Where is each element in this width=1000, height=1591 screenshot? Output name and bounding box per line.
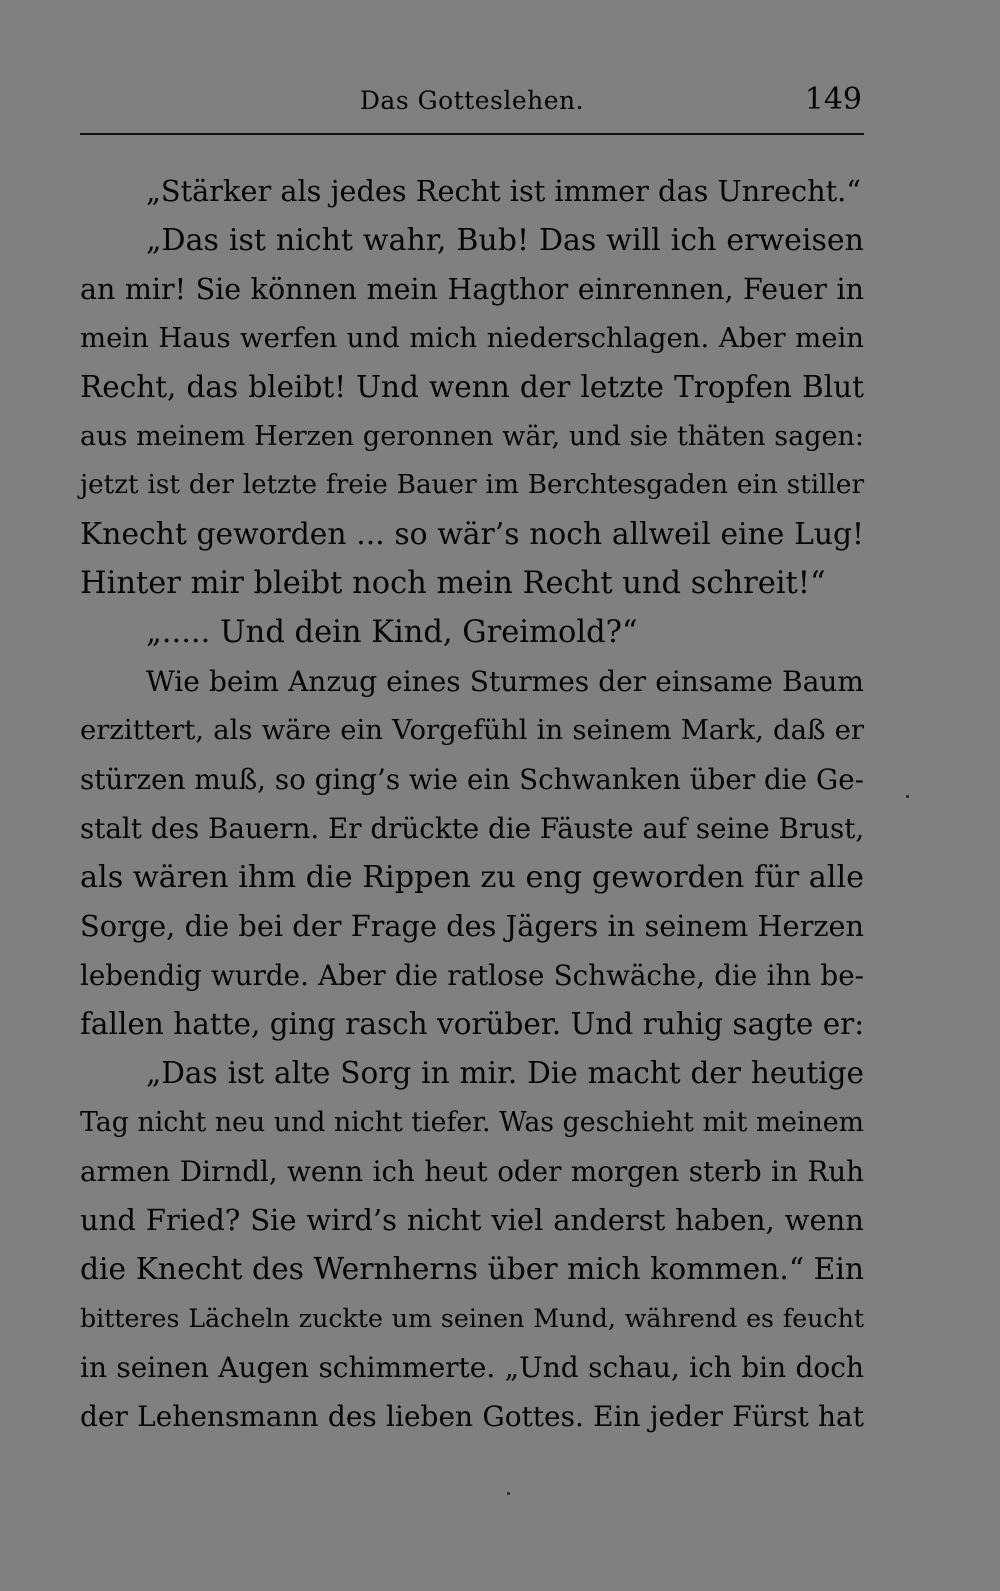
- text-line: stürzen muß, so ging’s wie ein Schwanken über die Ge-: [80, 763, 864, 796]
- text-line: Hinter mir bleibt noch mein Recht und schreit!“: [80, 566, 826, 601]
- text-line: armen Dirndl, wenn ich heut oder morgen sterb in Ruh: [80, 1155, 864, 1188]
- text-line: stalt des Bauern. Er drückte die Fäuste auf seine Brust,: [80, 812, 865, 845]
- text-line: „Das ist alte Sorg in mir. Die macht der heutige: [146, 1056, 864, 1090]
- text-line: Tag nicht neu und nicht tiefer. Was geschieht mit meinem: [80, 1107, 864, 1138]
- text-line: mein Haus werfen und mich niederschlagen. Aber mein: [80, 322, 864, 354]
- text-line: „..... Und dein Kind, Greimold?“: [146, 615, 638, 650]
- text-line: aus meinem Herzen geronnen wär, und sie thäten sagen:: [80, 421, 864, 452]
- text-line: jetzt ist der letzte freie Bauer im Berchtesgaden ein stiller: [80, 470, 864, 500]
- running-head: [80, 82, 864, 126]
- text-line: Knecht geworden ... so wär’s noch allweil eine Lug!: [80, 517, 864, 552]
- text-line: und Fried? Sie wird’s nicht viel anderst haben, wenn: [80, 1203, 864, 1237]
- text-line: Recht, das bleibt! Und wenn der letzte Tropfen Blut: [80, 370, 864, 404]
- text-line: Wie beim Anzug eines Sturmes der einsame Baum: [146, 665, 864, 698]
- text-line: an mir! Sie können mein Hagthor einrennen, Feuer in: [80, 273, 864, 306]
- text-line: fallen hatte, ging rasch vorüber. Und ruhig sagte er:: [80, 1007, 865, 1041]
- text-line: der Lehensmann des lieben Gottes. Ein jeder Fürst hat: [80, 1400, 864, 1433]
- paper-speck: [906, 795, 909, 798]
- text-line: in seinen Augen schimmerte. „Und schau, ich bin doch: [80, 1351, 864, 1384]
- running-title: Das Gotteslehen.: [359, 86, 585, 115]
- text-line: Sorge, die bei der Frage des Jägers in seinem Herzen: [80, 909, 864, 943]
- text-line: bitteres Lächeln zuckte um seinen Mund, während es feucht: [80, 1304, 864, 1333]
- text-line: als wären ihm die Rippen zu eng geworden für alle: [80, 860, 865, 895]
- text-line: „Das ist nicht wahr, Bub! Das will ich erweisen: [146, 223, 864, 258]
- body-text: [80, 167, 864, 1441]
- header-rule: [80, 133, 864, 135]
- paper-speck: [507, 1492, 510, 1495]
- text-line: die Knecht des Wernherns über mich kommen.“ Ein: [80, 1252, 864, 1287]
- text-line: lebendig wurde. Aber die ratlose Schwäche, die ihn be-: [80, 959, 864, 992]
- text-line: erzittert, als wäre ein Vorgefühl in seinem Mark, daß er: [80, 714, 864, 746]
- page-number: 149: [804, 82, 862, 117]
- text-line: „Stärker als jedes Recht ist immer das Unrecht.“: [146, 174, 861, 208]
